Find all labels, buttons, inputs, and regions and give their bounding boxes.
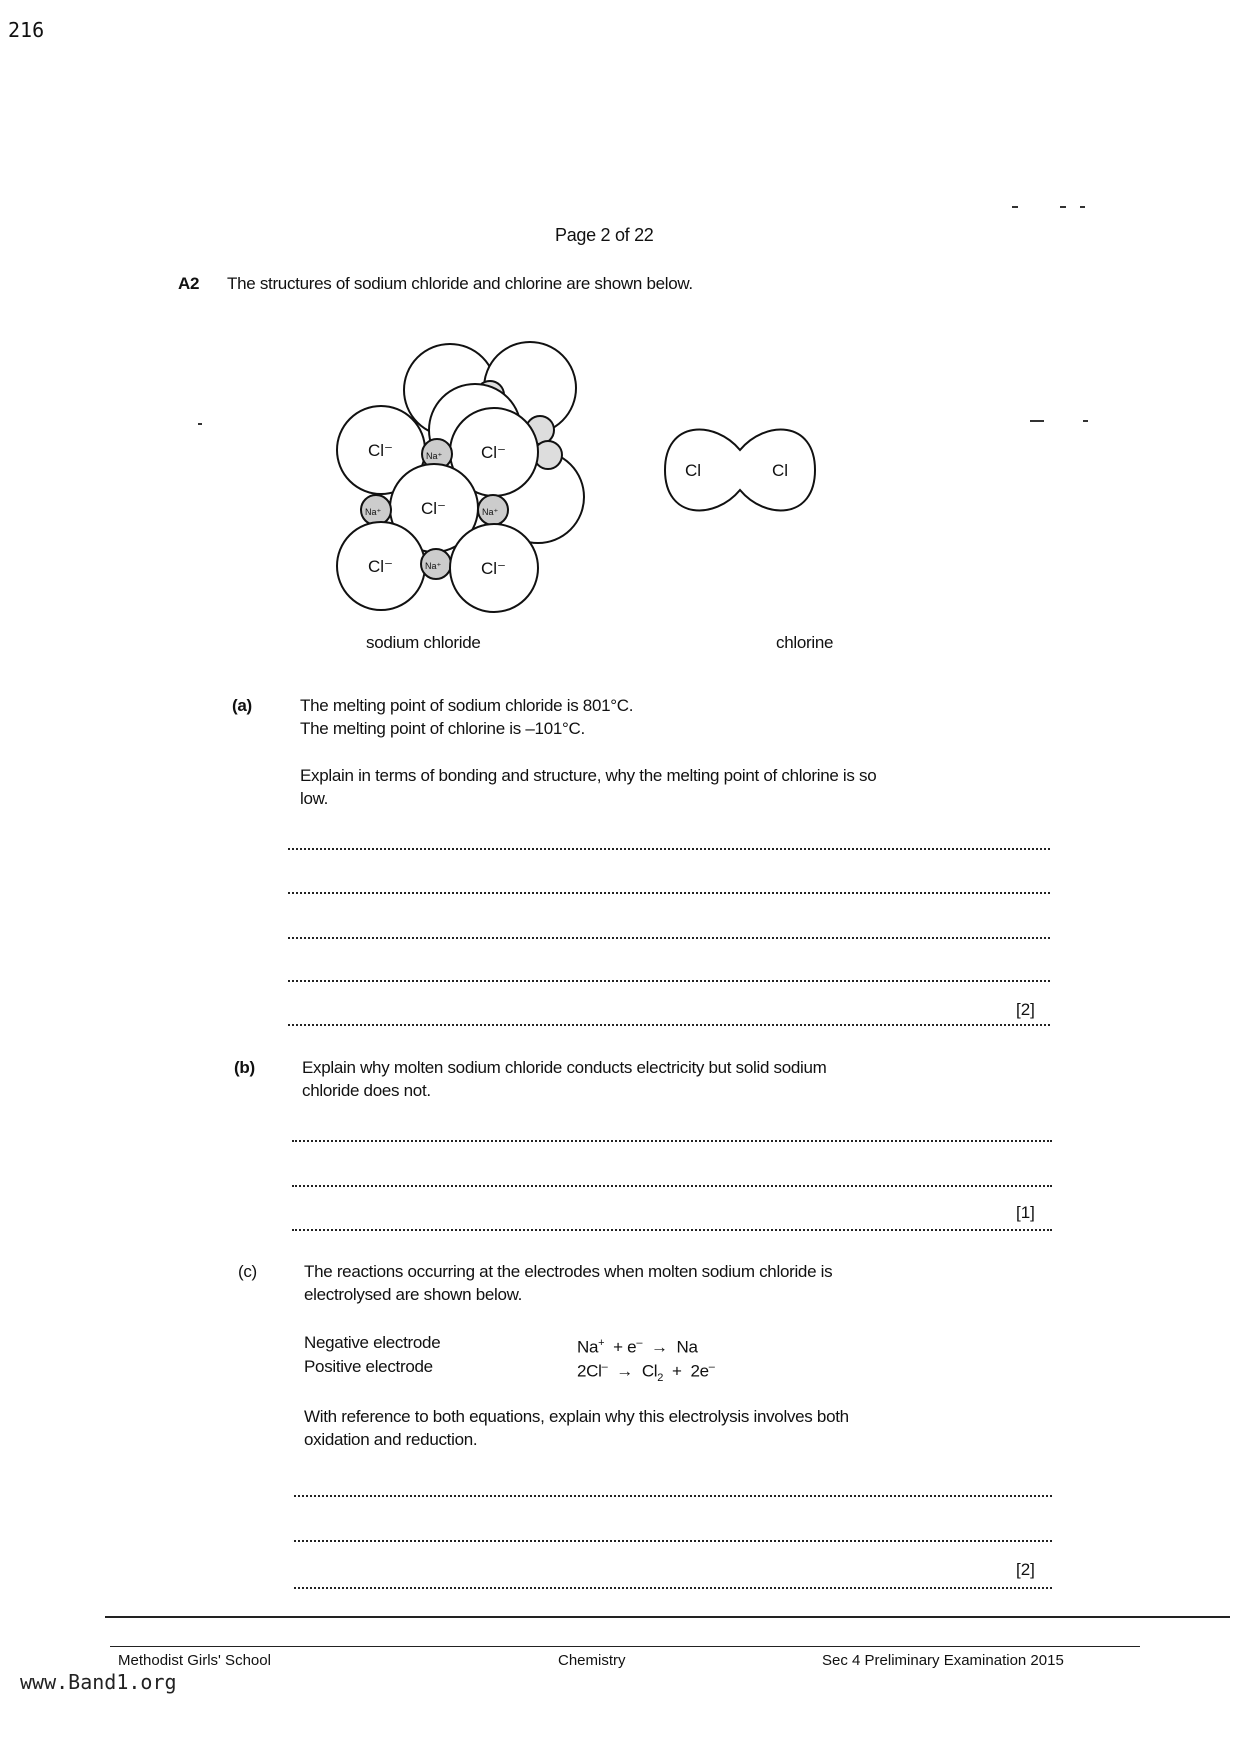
scan-speck [198, 423, 202, 425]
page-header: Page 2 of 22 [555, 225, 654, 245]
answer-line[interactable] [288, 892, 1050, 894]
chlorine-caption: chlorine [776, 633, 834, 652]
answer-line[interactable] [288, 1024, 1050, 1026]
part-c-marks: [2] [1016, 1560, 1035, 1579]
part-a-label: (a) [232, 696, 252, 715]
footer-school: Methodist Girls' School [118, 1652, 271, 1669]
answer-line[interactable] [294, 1495, 1052, 1497]
cl-ion-label: Cl⁻ [481, 443, 507, 462]
answer-line[interactable] [288, 937, 1050, 939]
structures-figure [300, 330, 920, 660]
negative-electrode-label: Negative electrode [304, 1333, 441, 1352]
scan-speck [1060, 206, 1066, 208]
answer-line[interactable] [288, 980, 1050, 982]
footer-rule-lower [110, 1646, 1140, 1647]
part-a-marks: [2] [1016, 1000, 1035, 1019]
footer-rule [105, 1616, 1230, 1618]
part-a-question-2: low. [300, 789, 329, 808]
na-ion-label: Na⁺ [365, 507, 382, 517]
question-number: A2 [178, 274, 200, 293]
answer-line[interactable] [294, 1540, 1052, 1542]
part-c-intro-2: electrolysed are shown below. [304, 1285, 523, 1304]
scan-speck [1083, 420, 1088, 422]
part-b-label: (b) [234, 1058, 255, 1077]
part-c-label: (c) [238, 1262, 257, 1281]
part-c-question-2: oxidation and reduction. [304, 1430, 478, 1449]
part-b-question-2: chloride does not. [302, 1081, 431, 1100]
footer-exam: Sec 4 Preliminary Examination 2015 [822, 1652, 1064, 1669]
na-ion-label: Na⁺ [426, 451, 443, 461]
part-a-question-1: Explain in terms of bonding and structure, why the melting point of chlorine is so [300, 766, 877, 785]
answer-line[interactable] [292, 1185, 1052, 1187]
na-ion-label: Na⁺ [425, 561, 442, 571]
part-b-question-1: Explain why molten sodium chloride conducts electricity but solid sodium [302, 1058, 827, 1077]
watermark: www.Band1.org [20, 1670, 177, 1694]
question-intro: The structures of sodium chloride and chlorine are shown below. [227, 274, 693, 293]
part-c-question-1: With reference to both equations, explain why this electrolysis involves both [304, 1407, 849, 1426]
cl-atom-label: Cl [685, 461, 702, 480]
negative-electrode-equation: Na+ + e– → Na [577, 1337, 698, 1357]
scan-speck [1012, 206, 1018, 208]
cl-ion-label: Cl⁻ [368, 441, 394, 460]
nacl-caption: sodium chloride [366, 633, 481, 652]
scan-speck [1080, 206, 1085, 208]
positive-electrode-label: Positive electrode [304, 1357, 433, 1376]
corner-page-number: 216 [8, 18, 45, 42]
answer-line[interactable] [292, 1140, 1052, 1142]
answer-line[interactable] [292, 1229, 1052, 1231]
cl-atom-label: Cl [772, 461, 789, 480]
part-a-fact-2: The melting point of chlorine is –101°C. [300, 719, 585, 738]
cl-ion-label: Cl⁻ [421, 499, 447, 518]
na-ion-label: Na⁺ [482, 507, 499, 517]
answer-line[interactable] [294, 1587, 1052, 1589]
scan-speck [1030, 420, 1044, 422]
cl-ion-label: Cl⁻ [368, 557, 394, 576]
answer-line[interactable] [288, 848, 1050, 850]
part-a-fact-1: The melting point of sodium chloride is 801°C. [300, 696, 634, 715]
positive-electrode-equation: $2Cl^- \to Cl_2 + 2e^-$ [577, 1361, 715, 1385]
part-c-intro-1: The reactions occurring at the electrodes when molten sodium chloride is [304, 1262, 833, 1281]
cl-ion-label: Cl⁻ [481, 559, 507, 578]
part-b-marks: [1] [1016, 1203, 1035, 1222]
footer-subject: Chemistry [558, 1652, 626, 1669]
